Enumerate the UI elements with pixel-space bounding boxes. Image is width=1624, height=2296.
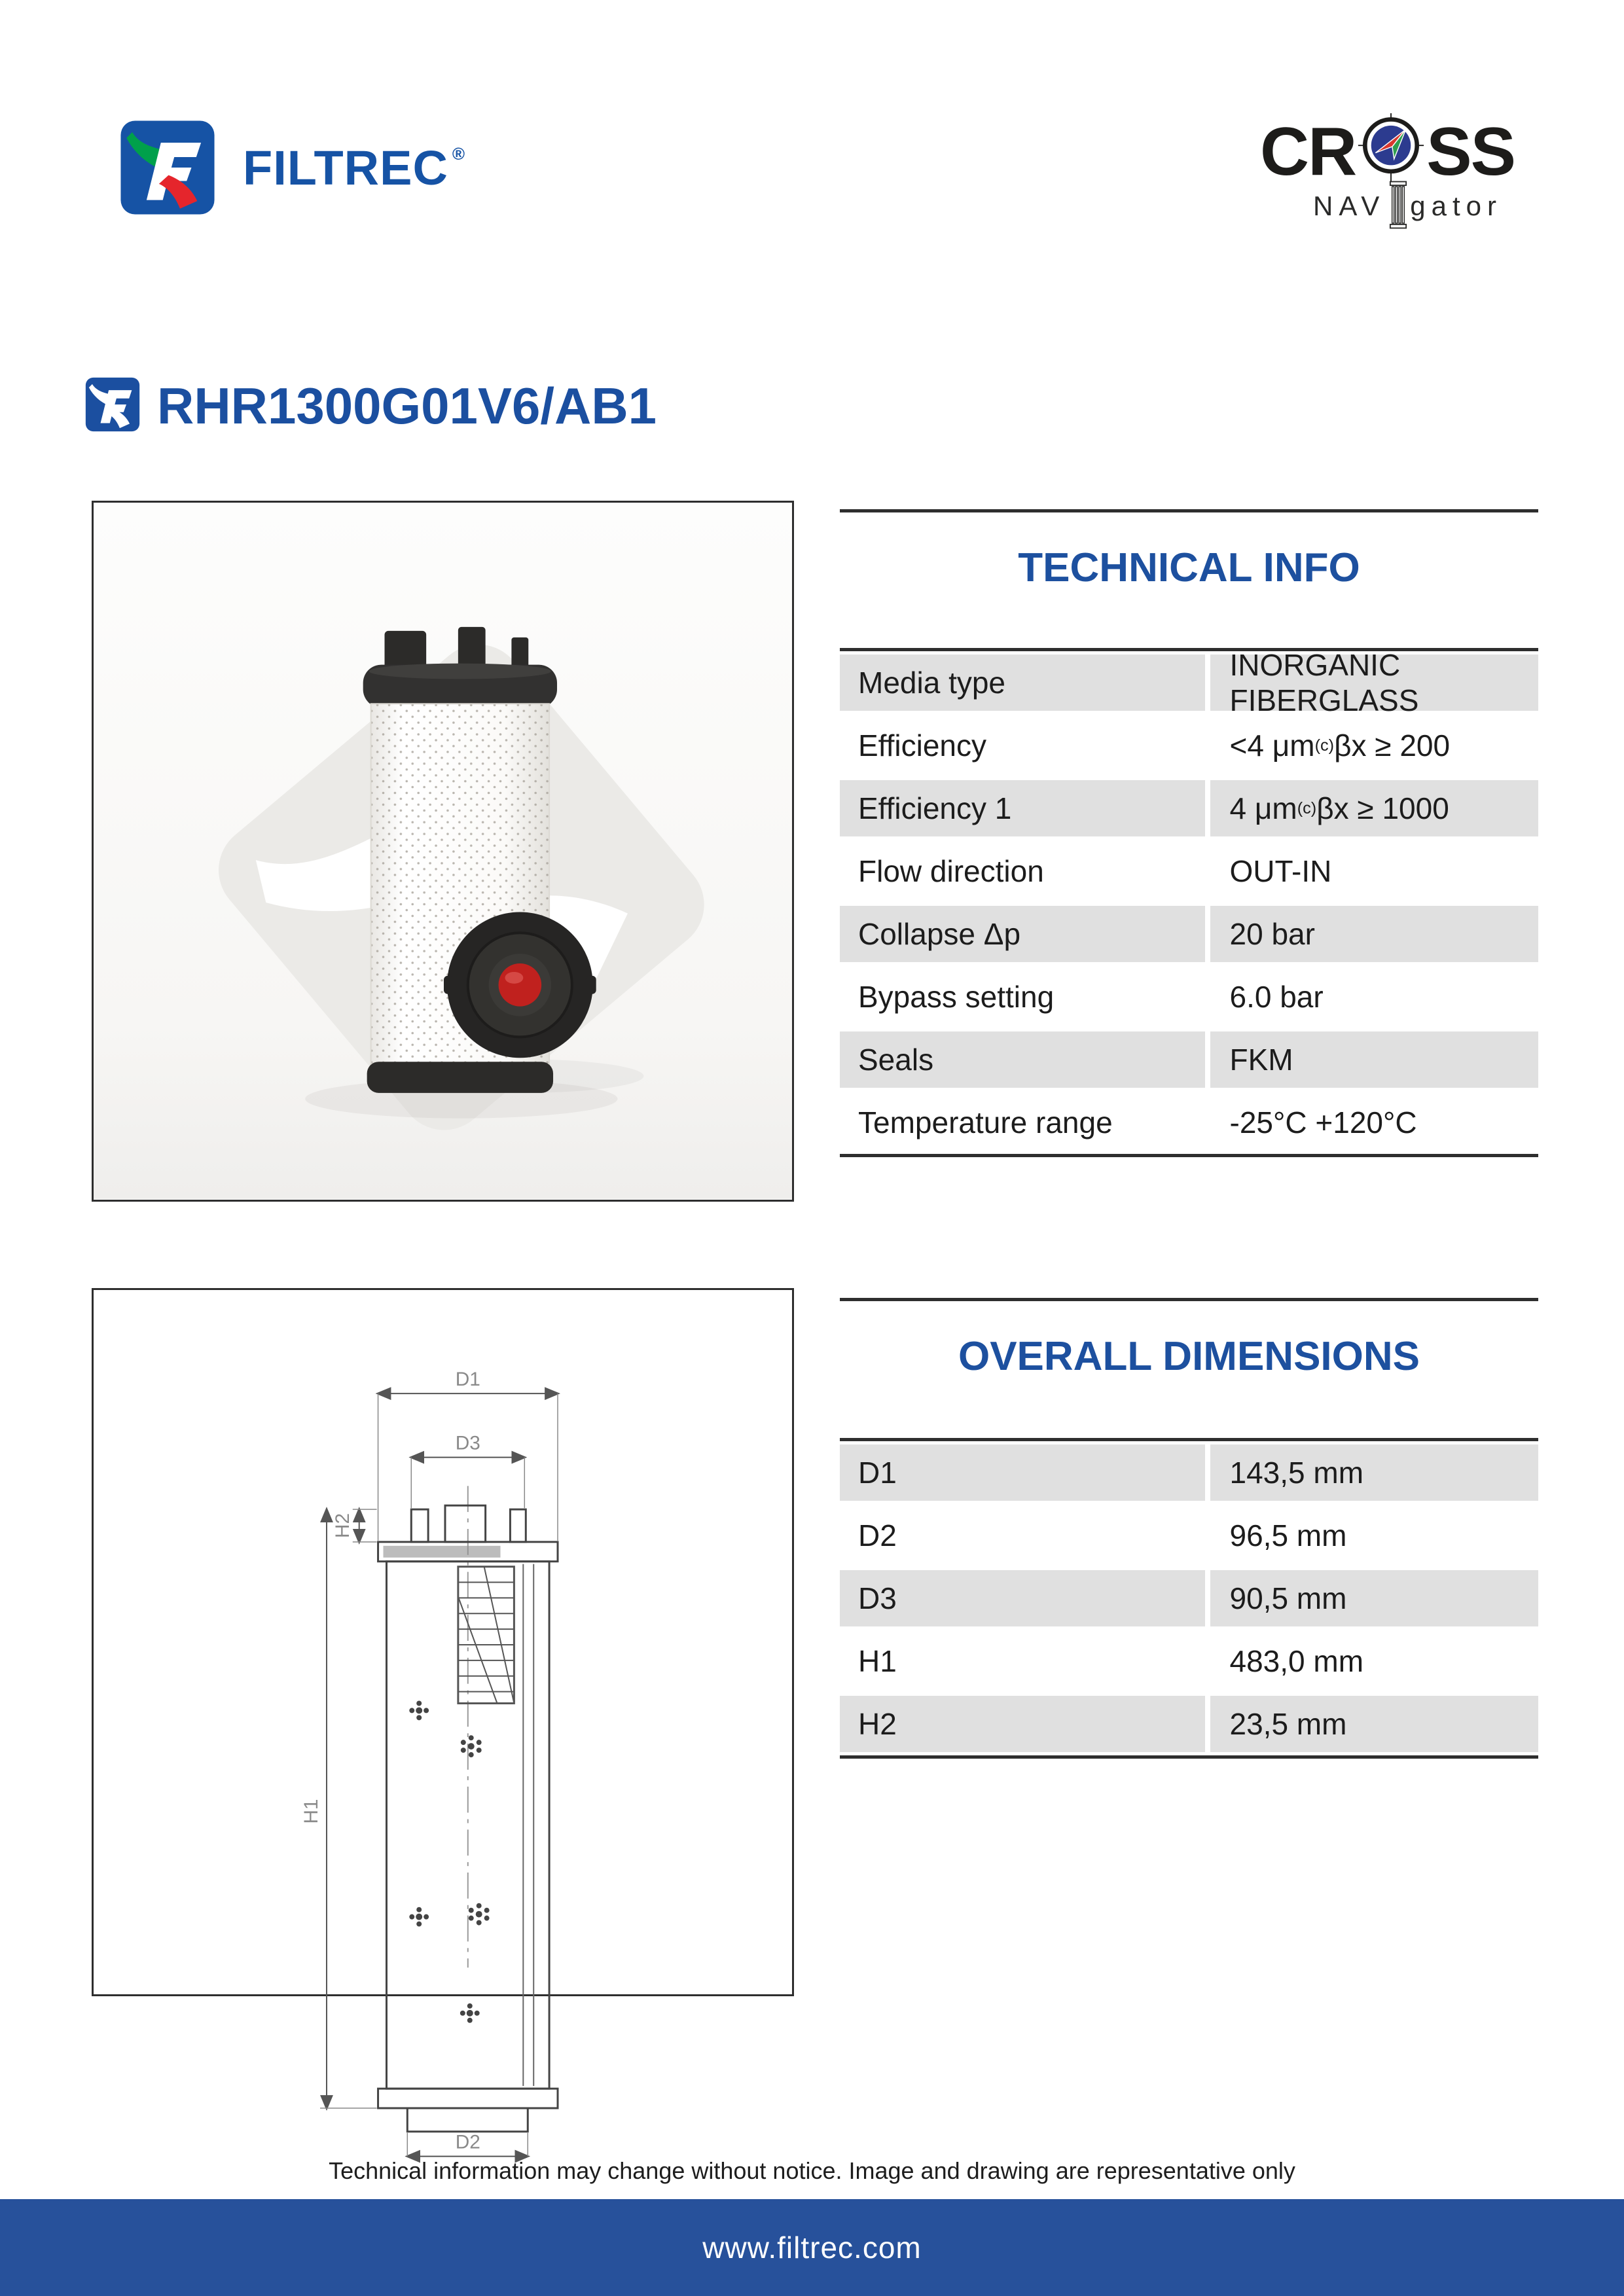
filtrec-wordmark: FILTREC ®: [243, 140, 466, 195]
row-label: D2: [840, 1504, 1210, 1567]
filtrec-logo: [120, 120, 465, 215]
technical-drawing-box: [92, 1288, 794, 2153]
column-icon: [1385, 189, 1410, 223]
product-code: RHR1300G01V6/AB1: [157, 377, 657, 435]
row-value: OUT-IN: [1229, 854, 1332, 888]
row-label: Collapse Δp: [840, 903, 1210, 965]
row-value: 4 μm (c) βx ≥ 1000: [1229, 791, 1449, 825]
table-row: [840, 1567, 1538, 1630]
row-label: Bypass setting: [840, 965, 1210, 1028]
table-row: [840, 648, 1538, 717]
row-label: Efficiency: [840, 714, 1210, 777]
row-value: INORGANIC FIBERGLASS: [1229, 648, 1419, 717]
technical-drawing-illustration: [94, 1290, 792, 2153]
cross-navigator-logo: [1260, 110, 1515, 223]
section-divider: [840, 509, 1538, 512]
table-row: [840, 1028, 1538, 1091]
row-label: D3: [840, 1567, 1210, 1630]
technical-info-table: [840, 648, 1538, 1157]
table-row: [840, 965, 1538, 1028]
section-divider: [840, 1298, 1538, 1301]
row-label: Media type: [840, 651, 1210, 714]
svg-text:H1: H1: [300, 1799, 323, 1824]
compass-icon: [1356, 110, 1426, 193]
overall-dimensions-table: [840, 1438, 1538, 1759]
row-value: 90,5 mm: [1229, 1581, 1347, 1615]
svg-text:D3: D3: [455, 1432, 480, 1454]
row-value: 483,0 mm: [1229, 1644, 1364, 1678]
product-photo-box: [92, 501, 794, 1202]
row-label: Seals: [840, 1028, 1210, 1091]
table-row: [840, 840, 1538, 903]
row-value: -25°C +120°C: [1229, 1105, 1417, 1139]
row-label: Temperature range: [840, 1091, 1210, 1154]
svg-text:H2: H2: [331, 1513, 353, 1539]
table-row: [840, 714, 1538, 777]
cross-logo-line1: [1260, 110, 1515, 193]
product-title-icon: [85, 377, 140, 435]
table-row: [840, 1693, 1538, 1755]
filtrec-logo-icon: [120, 120, 215, 215]
table-row: [840, 1504, 1538, 1567]
navigator-text-left: NAV: [1313, 190, 1386, 221]
cross-logo-line2: [1260, 189, 1502, 223]
row-value: 143,5 mm: [1229, 1456, 1364, 1490]
row-label: H2: [840, 1693, 1210, 1755]
row-value: 23,5 mm: [1229, 1707, 1347, 1741]
overall-dimensions-title: OVERALL DIMENSIONS: [958, 1334, 1420, 1379]
product-title-row: [85, 376, 657, 436]
navigator-text-right: gator: [1410, 190, 1502, 221]
row-label: D1: [840, 1441, 1210, 1504]
disclaimer-text: Technical information may change without notice. Image and drawing are representative only: [329, 2157, 1295, 2184]
row-value: 6.0 bar: [1229, 980, 1324, 1014]
row-value: 96,5 mm: [1229, 1518, 1347, 1552]
row-value: <4 μm (c) βx ≥ 200: [1229, 728, 1451, 762]
cross-text-left: CR: [1260, 113, 1356, 190]
svg-text:D2: D2: [455, 2131, 480, 2153]
row-label: Flow direction: [840, 840, 1210, 903]
product-photo-illustration: [94, 503, 792, 1200]
row-label: Efficiency 1: [840, 777, 1210, 840]
row-value: 20 bar: [1229, 917, 1315, 951]
website-bar: [0, 2199, 1624, 2296]
table-row: [840, 903, 1538, 965]
row-label: H1: [840, 1630, 1210, 1693]
table-row: [840, 777, 1538, 840]
table-row: [840, 1091, 1538, 1154]
table-row: [840, 1630, 1538, 1693]
table-row: [840, 1441, 1538, 1504]
website-link[interactable]: www.filtrec.com: [702, 2231, 922, 2265]
registered-mark: ®: [452, 143, 466, 164]
svg-text:D1: D1: [455, 1369, 480, 1391]
row-value: FKM: [1229, 1043, 1293, 1077]
cross-text-right: SS: [1426, 113, 1515, 190]
technical-info-title: TECHNICAL INFO: [1018, 545, 1360, 590]
